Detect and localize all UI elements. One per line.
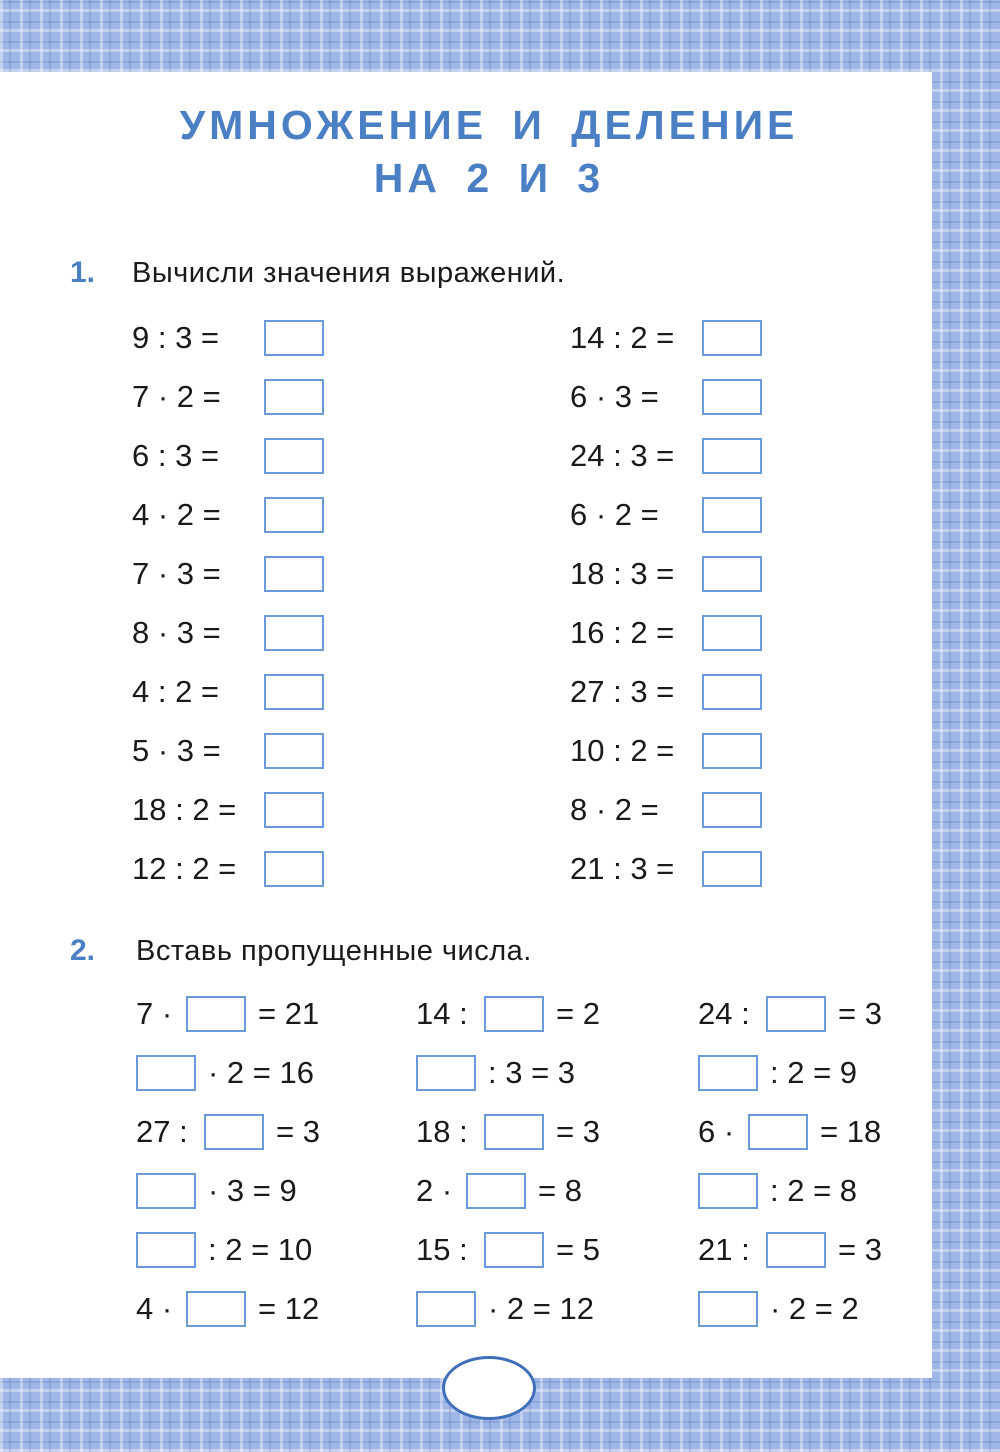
answer-box[interactable]: [702, 674, 762, 710]
task2-number: 2.: [70, 934, 96, 967]
answer-box[interactable]: [264, 320, 324, 356]
task1-expression: 7 · 3 =: [132, 556, 221, 591]
missing-number-box[interactable]: [484, 1114, 544, 1150]
answer-box[interactable]: [264, 556, 324, 592]
task1-expression: 21 : 3 =: [570, 851, 675, 886]
missing-number-box[interactable]: [136, 1232, 196, 1268]
missing-number-box[interactable]: [748, 1114, 808, 1150]
answer-box[interactable]: [702, 792, 762, 828]
task2-result-part: = 12: [258, 1291, 320, 1326]
task1-expression: 9 : 3 =: [132, 320, 220, 355]
task1-expression: 10 : 2 =: [570, 733, 675, 768]
task2-known-part: 14 :: [416, 996, 468, 1031]
task1-expression: 6 · 2 =: [570, 497, 659, 532]
answer-box[interactable]: [264, 674, 324, 710]
task2-known-part: 24 :: [698, 996, 750, 1031]
task2-result-part: : 2 = 10: [208, 1232, 313, 1267]
page-title-line2: НА 2 И 3: [373, 155, 605, 201]
page-title-line1: УМНОЖЕНИЕ И ДЕЛЕНИЕ: [179, 102, 799, 148]
task1-expression: 8 · 2 =: [570, 792, 659, 827]
task1-expression: 16 : 2 =: [570, 615, 675, 650]
missing-number-box[interactable]: [466, 1173, 526, 1209]
task1-expression: 18 : 3 =: [570, 556, 675, 591]
task1-expression: 6 · 3 =: [570, 379, 659, 414]
task2-known-part: 6 ·: [698, 1114, 735, 1149]
answer-box[interactable]: [702, 733, 762, 769]
missing-number-box[interactable]: [698, 1055, 758, 1091]
task1-expression: 8 · 3 =: [132, 615, 221, 650]
task1-expression: 7 · 2 =: [132, 379, 221, 414]
answer-box[interactable]: [264, 851, 324, 887]
answer-box[interactable]: [264, 497, 324, 533]
task1-expression: 6 : 3 =: [132, 438, 220, 473]
task2-known-part: 2 ·: [416, 1173, 453, 1208]
missing-number-box[interactable]: [136, 1173, 196, 1209]
answer-box[interactable]: [702, 379, 762, 415]
answer-box[interactable]: [702, 615, 762, 651]
task2-result-part: = 3: [838, 1232, 882, 1267]
task2-result-part: = 3: [556, 1114, 600, 1149]
task1-expression: 5 · 3 =: [132, 733, 221, 768]
answer-box[interactable]: [702, 851, 762, 887]
answer-box[interactable]: [702, 497, 762, 533]
missing-number-box[interactable]: [484, 1232, 544, 1268]
task1-expression: 24 : 3 =: [570, 438, 675, 473]
missing-number-box[interactable]: [484, 996, 544, 1032]
task1-expression: 14 : 2 =: [570, 320, 675, 355]
task1-expression: 4 · 2 =: [132, 497, 221, 532]
task2-result-part: : 2 = 8: [770, 1173, 858, 1208]
missing-number-box[interactable]: [186, 1291, 246, 1327]
missing-number-box[interactable]: [416, 1291, 476, 1327]
task1-number: 1.: [70, 256, 96, 289]
missing-number-box[interactable]: [186, 996, 246, 1032]
task2-result-part: · 2 = 16: [208, 1055, 314, 1090]
task1-expression: 12 : 2 =: [132, 851, 237, 886]
task2-result-part: = 5: [556, 1232, 600, 1267]
missing-number-box[interactable]: [698, 1291, 758, 1327]
task2-result-part: = 21: [258, 996, 320, 1031]
missing-number-box[interactable]: [766, 996, 826, 1032]
task2-result-part: : 3 = 3: [488, 1055, 576, 1090]
answer-box[interactable]: [264, 379, 324, 415]
answer-box[interactable]: [702, 320, 762, 356]
task2-instruction: Вставь пропущенные числа.: [136, 935, 532, 967]
task2-known-part: 27 :: [136, 1114, 188, 1149]
task2-known-part: 4 ·: [136, 1291, 173, 1326]
task1-expression: 4 : 2 =: [132, 674, 220, 709]
answer-box[interactable]: [264, 792, 324, 828]
task2-result-part: · 2 = 2: [770, 1291, 859, 1326]
task2-known-part: 21 :: [698, 1232, 750, 1267]
answer-box[interactable]: [264, 615, 324, 651]
task2-known-part: 7 ·: [136, 996, 173, 1031]
task2-result-part: · 3 = 9: [208, 1173, 297, 1208]
missing-number-box[interactable]: [416, 1055, 476, 1091]
answer-box[interactable]: [264, 733, 324, 769]
task2-result-part: : 2 = 9: [770, 1055, 858, 1090]
task1-instruction: Вычисли значения выражений.: [132, 257, 566, 289]
task2-result-part: = 2: [556, 996, 600, 1031]
task2-result-part: = 3: [838, 996, 882, 1031]
missing-number-box[interactable]: [698, 1173, 758, 1209]
missing-number-box[interactable]: [766, 1232, 826, 1268]
task2-result-part: = 3: [276, 1114, 320, 1149]
task2-result-part: · 2 = 12: [488, 1291, 594, 1326]
task2-result-part: = 18: [820, 1114, 882, 1149]
missing-number-box[interactable]: [204, 1114, 264, 1150]
page-number-oval: [442, 1356, 536, 1420]
task1-expression: 18 : 2 =: [132, 792, 237, 827]
task1-expression: 27 : 3 =: [570, 674, 675, 709]
task2-result-part: = 8: [538, 1173, 582, 1208]
answer-box[interactable]: [264, 438, 324, 474]
answer-box[interactable]: [702, 556, 762, 592]
missing-number-box[interactable]: [136, 1055, 196, 1091]
task2-known-part: 15 :: [416, 1232, 468, 1267]
task2-known-part: 18 :: [416, 1114, 468, 1149]
answer-box[interactable]: [702, 438, 762, 474]
